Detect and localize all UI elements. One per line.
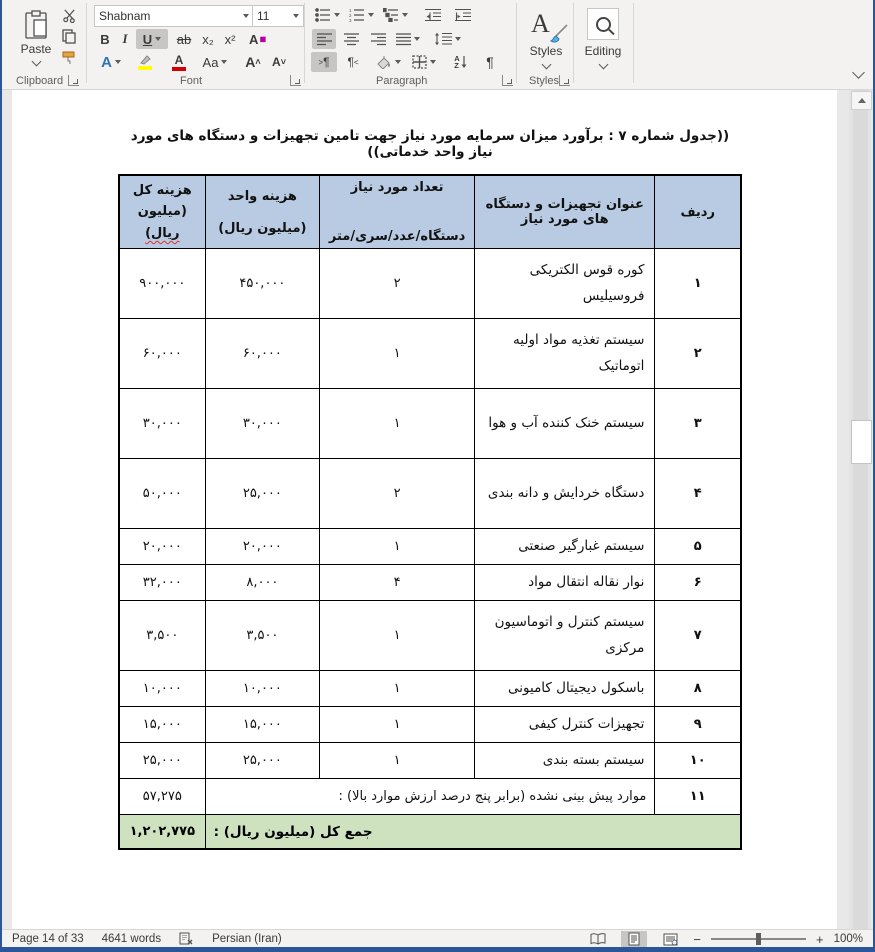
header-unit-cost[interactable] bbox=[205, 175, 319, 249]
row-no[interactable]: ۸ bbox=[655, 671, 741, 707]
quantity[interactable]: ۱ bbox=[320, 529, 475, 565]
unit-cost[interactable]: ۲۰,۰۰۰ bbox=[205, 529, 319, 565]
total-cost[interactable]: ۲۵,۰۰۰ bbox=[119, 743, 205, 779]
shrink-font-arrow-icon: ˅ bbox=[280, 57, 286, 67]
arrow-up-icon bbox=[858, 98, 866, 103]
bullets-icon bbox=[315, 8, 331, 22]
misc-row bbox=[119, 779, 741, 815]
table-row bbox=[119, 319, 741, 389]
paste-button[interactable] bbox=[14, 4, 58, 70]
unit-cost[interactable]: ۱۰,۰۰۰ bbox=[205, 671, 319, 707]
equipment-name[interactable]: دستگاه خردایش و دانه بندی bbox=[475, 459, 655, 529]
row-no[interactable]: ۲ bbox=[655, 319, 741, 389]
borders-button[interactable] bbox=[408, 52, 440, 72]
web-layout-button[interactable] bbox=[657, 931, 683, 947]
table-row bbox=[119, 671, 741, 707]
line-spacing-dropdown-icon[interactable] bbox=[455, 37, 461, 41]
total-cost[interactable]: ۶۰,۰۰۰ bbox=[119, 319, 205, 389]
shrink-font-label: A bbox=[272, 55, 281, 69]
language-indicator[interactable]: Persian (Iran) bbox=[212, 933, 282, 945]
table-row bbox=[119, 707, 741, 743]
highlight-icon bbox=[138, 55, 152, 65]
strikethrough-label: ab bbox=[176, 31, 192, 47]
editing-find-box bbox=[587, 8, 619, 40]
bold-button[interactable] bbox=[96, 29, 114, 49]
align-right-icon bbox=[371, 33, 386, 46]
total-cost[interactable]: ۳۰,۰۰۰ bbox=[119, 389, 205, 459]
row-no[interactable]: ۴ bbox=[655, 459, 741, 529]
rtl-arrow-icon: < bbox=[353, 57, 359, 67]
read-mode-icon bbox=[590, 933, 606, 945]
multilevel-list-button[interactable] bbox=[380, 5, 410, 25]
table-row bbox=[119, 389, 741, 459]
header-qty-line1: تعداد مورد نیاز bbox=[350, 180, 444, 195]
table-row bbox=[119, 249, 741, 319]
styles-group-label: Styles bbox=[529, 75, 559, 87]
header-unit-line2: (میلیون ریال) bbox=[218, 220, 307, 236]
total-cost[interactable]: ۵۷,۲۷۵ bbox=[119, 779, 205, 815]
total-cost[interactable]: ۹۰۰,۰۰۰ bbox=[119, 249, 205, 319]
table-row bbox=[119, 529, 741, 565]
bold-label: B bbox=[100, 31, 110, 47]
svg-text:2: 2 bbox=[348, 13, 352, 18]
font-dialog-launcher[interactable] bbox=[290, 75, 301, 86]
numbering-icon bbox=[349, 8, 365, 22]
unit-cost[interactable]: ۴۵۰,۰۰۰ bbox=[205, 249, 319, 319]
header-total-cost[interactable] bbox=[119, 175, 205, 249]
unit-cost[interactable]: ۳۰,۰۰۰ bbox=[205, 389, 319, 459]
table-header-row bbox=[119, 175, 741, 249]
justify-icon bbox=[396, 33, 411, 46]
font-name-dropdown-icon[interactable] bbox=[243, 14, 249, 18]
zoom-in-button[interactable]: + bbox=[815, 931, 824, 947]
bullets-button[interactable] bbox=[312, 5, 342, 25]
editing-button[interactable] bbox=[579, 4, 627, 72]
justify-dropdown-icon[interactable] bbox=[414, 37, 420, 41]
table-container bbox=[118, 128, 742, 850]
total-cost[interactable]: ۱۰,۰۰۰ bbox=[119, 671, 205, 707]
increase-indent-icon bbox=[455, 8, 471, 22]
unit-cost[interactable]: ۲۵,۰۰۰ bbox=[205, 743, 319, 779]
clipboard-dialog-launcher[interactable] bbox=[68, 75, 79, 86]
row-no[interactable]: ۹ bbox=[655, 707, 741, 743]
print-layout-button[interactable] bbox=[621, 931, 647, 947]
bullets-dropdown-icon[interactable] bbox=[334, 13, 340, 17]
rtl-direction-button[interactable] bbox=[340, 52, 366, 72]
font-size-dropdown-icon[interactable] bbox=[293, 14, 299, 18]
align-center-button[interactable] bbox=[339, 29, 363, 49]
rtl-pilcrow-icon: ¶ bbox=[347, 55, 354, 69]
styles-dialog-launcher[interactable] bbox=[559, 75, 570, 86]
equipment-name[interactable]: سیستم تغذیه مواد اولیه اتوماتیک bbox=[475, 319, 655, 389]
row-no[interactable]: ۳ bbox=[655, 389, 741, 459]
chevron-down-icon bbox=[852, 66, 865, 79]
sort-z-label: Z bbox=[454, 61, 459, 70]
font-name-combobox[interactable] bbox=[94, 5, 254, 27]
align-right-button[interactable] bbox=[366, 29, 390, 49]
quantity[interactable]: ۱ bbox=[320, 743, 475, 779]
styles-button-label: Styles bbox=[529, 43, 563, 58]
align-left-button[interactable] bbox=[312, 29, 336, 49]
paste-dropdown-icon[interactable] bbox=[31, 56, 41, 66]
quantity[interactable]: ۲ bbox=[320, 249, 475, 319]
svg-text:3: 3 bbox=[348, 18, 352, 22]
font-color-bar bbox=[172, 67, 186, 71]
subscript-label: x₂ bbox=[202, 31, 214, 47]
unit-cost[interactable]: ۱۵,۰۰۰ bbox=[205, 707, 319, 743]
editing-button-label: Editing bbox=[584, 44, 622, 58]
proofing-error-icon bbox=[179, 932, 194, 945]
grow-font-label: A bbox=[245, 54, 256, 70]
ribbon bbox=[2, 0, 873, 90]
total-cost[interactable]: ۲۰,۰۰۰ bbox=[119, 529, 205, 565]
window-border bbox=[0, 947, 875, 952]
zoom-slider-thumb[interactable] bbox=[756, 933, 761, 945]
styles-dropdown-icon[interactable] bbox=[541, 59, 551, 69]
strikethrough-button[interactable] bbox=[172, 29, 196, 49]
multilevel-list-icon bbox=[383, 8, 399, 22]
proofing-status[interactable] bbox=[179, 932, 194, 946]
scroll-up-button[interactable] bbox=[851, 91, 872, 110]
total-cost[interactable]: ۳۲,۰۰۰ bbox=[119, 565, 205, 601]
paragraph-dialog-launcher[interactable] bbox=[502, 75, 513, 86]
equipment-name[interactable]: کوره قوس الکتریکی فروسیلیس bbox=[475, 249, 655, 319]
font-size-value: 11 bbox=[257, 9, 270, 23]
table-title[interactable]: ((جدول شماره ۷ : برآورد میزان سرمایه مورد نیاز جهت تامین تجهیزات و دستگاه های مورد نیاز واحد خدماتی)) bbox=[130, 128, 730, 160]
total-cost[interactable]: ۱۵,۰۰۰ bbox=[119, 707, 205, 743]
format-painter-icon bbox=[61, 50, 77, 65]
quantity[interactable]: ۱ bbox=[320, 671, 475, 707]
row-no[interactable]: ۵ bbox=[655, 529, 741, 565]
total-cost[interactable]: ۵۰,۰۰۰ bbox=[119, 459, 205, 529]
sort-arrow-icon bbox=[460, 55, 468, 69]
header-quantity[interactable] bbox=[320, 175, 475, 249]
ltr-pilcrow-icon: ¶ bbox=[323, 55, 330, 69]
text-effects-button[interactable] bbox=[96, 52, 126, 72]
equipment-name[interactable]: باسکول دیجیتال کامیونی bbox=[475, 671, 655, 707]
unit-cost[interactable]: ۶۰,۰۰۰ bbox=[205, 319, 319, 389]
row-no[interactable]: ۱ bbox=[655, 249, 741, 319]
text-effects-icon: A bbox=[101, 53, 112, 71]
quantity[interactable]: ۱ bbox=[320, 319, 475, 389]
numbering-button[interactable] bbox=[346, 5, 376, 25]
document-page[interactable] bbox=[12, 90, 837, 929]
header-total-line3: ریال) bbox=[145, 225, 180, 241]
zoom-level[interactable]: 100% bbox=[833, 933, 863, 945]
header-row-no[interactable]: ردیف bbox=[655, 175, 741, 249]
grow-font-button[interactable] bbox=[242, 52, 264, 72]
font-size-combobox[interactable] bbox=[252, 5, 304, 27]
total-cost[interactable]: ۳,۵۰۰ bbox=[119, 601, 205, 671]
scrollbar-thumb[interactable] bbox=[851, 420, 872, 464]
equipment-name[interactable]: سیستم بسته بندی bbox=[475, 743, 655, 779]
header-total-line2: (میلیون bbox=[137, 204, 187, 220]
row-no[interactable]: ۶ bbox=[655, 565, 741, 601]
editing-dropdown-icon[interactable] bbox=[598, 60, 608, 70]
change-case-label: Aa bbox=[202, 54, 219, 70]
shading-button[interactable] bbox=[372, 52, 404, 72]
justify-button[interactable] bbox=[393, 29, 423, 49]
underline-label: U bbox=[142, 31, 153, 47]
shading-dropdown-icon[interactable] bbox=[395, 60, 401, 64]
sum-label[interactable]: جمع کل (میلیون ریال) : bbox=[205, 815, 741, 850]
search-icon bbox=[596, 17, 611, 32]
grow-font-arrow-icon: ˄ bbox=[255, 57, 261, 67]
table-row bbox=[119, 565, 741, 601]
equipment-name[interactable]: سیستم غبارگیر صنعتی bbox=[475, 529, 655, 565]
equipment-name[interactable]: سیستم کنترل و اتوماسیون مرکزی bbox=[475, 601, 655, 671]
equipment-name[interactable]: سیستم خنک کننده آب و هوا bbox=[475, 389, 655, 459]
equipment-name[interactable]: نوار نقاله انتقال مواد bbox=[475, 565, 655, 601]
subscript-button[interactable] bbox=[198, 29, 218, 49]
change-case-dropdown-icon[interactable] bbox=[221, 60, 227, 64]
highlight-color-bar bbox=[138, 66, 152, 70]
zoom-slider[interactable] bbox=[711, 938, 806, 940]
font-color-icon: A bbox=[174, 53, 184, 67]
clipboard-group-label: Clipboard bbox=[16, 75, 64, 87]
align-left-icon bbox=[317, 33, 332, 46]
pilcrow-icon: ¶ bbox=[486, 54, 494, 70]
row-no[interactable]: ۱۱ bbox=[655, 779, 741, 815]
sum-value[interactable]: ۱,۲۰۲,۷۷۵ bbox=[119, 815, 205, 850]
shading-icon bbox=[376, 55, 392, 69]
paste-icon bbox=[23, 10, 49, 40]
row-no[interactable]: ۱۰ bbox=[655, 743, 741, 779]
header-unit-line1: هزینه واحد bbox=[227, 188, 297, 204]
format-painter-button[interactable] bbox=[57, 48, 81, 66]
decrease-indent-button[interactable] bbox=[420, 5, 446, 25]
shrink-font-button[interactable] bbox=[268, 52, 290, 72]
ltr-direction-button[interactable] bbox=[311, 52, 337, 72]
highlight-button[interactable] bbox=[130, 52, 160, 72]
cut-icon bbox=[62, 8, 77, 23]
collapse-ribbon-button[interactable] bbox=[846, 62, 870, 82]
quantity[interactable]: ۱ bbox=[320, 601, 475, 671]
unit-cost[interactable]: ۲۵,۰۰۰ bbox=[205, 459, 319, 529]
zoom-out-button[interactable]: − bbox=[693, 931, 701, 947]
equipment-cost-table bbox=[118, 174, 742, 850]
text-effects-dropdown-icon[interactable] bbox=[115, 60, 121, 64]
misc-description[interactable]: موارد پیش بینی نشده (برابر پنج درصد ارزش موارد بالا) : bbox=[205, 779, 655, 815]
borders-icon bbox=[412, 55, 427, 69]
show-marks-button[interactable] bbox=[478, 52, 502, 72]
font-color-button[interactable] bbox=[164, 52, 194, 72]
sum-row bbox=[119, 815, 741, 850]
italic-button[interactable] bbox=[116, 29, 134, 49]
print-layout-icon bbox=[628, 932, 640, 946]
line-spacing-button[interactable] bbox=[430, 29, 464, 49]
superscript-label: x² bbox=[224, 31, 236, 47]
clear-formatting-icon: A bbox=[248, 31, 259, 47]
ltr-arrow-icon: > bbox=[318, 57, 324, 67]
status-bar bbox=[2, 929, 873, 948]
header-equipment-name[interactable]: عنوان تجهیزات و دستگاه های مورد نیاز bbox=[475, 175, 655, 249]
superscript-button[interactable] bbox=[220, 29, 240, 49]
document-area bbox=[2, 90, 873, 929]
paste-label: Paste bbox=[20, 41, 52, 56]
styles-button[interactable] bbox=[522, 4, 570, 72]
sort-button[interactable] bbox=[448, 52, 474, 72]
row-no[interactable]: ۷ bbox=[655, 601, 741, 671]
quantity[interactable]: ۱ bbox=[320, 389, 475, 459]
header-qty-line2: دستگاه/عدد/سری/متر bbox=[328, 229, 466, 244]
clear-formatting-button[interactable] bbox=[246, 29, 270, 49]
numbering-dropdown-icon[interactable] bbox=[368, 13, 374, 17]
window-border bbox=[0, 0, 2, 952]
decrease-indent-icon bbox=[425, 8, 441, 22]
underline-button[interactable] bbox=[136, 29, 168, 49]
clear-formatting-eraser-icon: ◆ bbox=[256, 32, 270, 46]
cut-button[interactable] bbox=[57, 6, 81, 24]
web-layout-icon bbox=[663, 933, 678, 946]
unit-cost[interactable]: ۸,۰۰۰ bbox=[205, 565, 319, 601]
table-row bbox=[119, 601, 741, 671]
scrollbar-track[interactable] bbox=[853, 90, 868, 929]
unit-cost[interactable]: ۳,۵۰۰ bbox=[205, 601, 319, 671]
borders-dropdown-icon[interactable] bbox=[430, 60, 436, 64]
quantity[interactable]: ۲ bbox=[320, 459, 475, 529]
copy-icon bbox=[62, 29, 76, 44]
copy-button[interactable] bbox=[57, 27, 81, 45]
vertical-scrollbar[interactable] bbox=[849, 90, 871, 929]
equipment-name[interactable]: تجهیزات کنترل کیفی bbox=[475, 707, 655, 743]
page-indicator[interactable]: Page 14 of 33 bbox=[12, 933, 84, 945]
read-mode-button[interactable] bbox=[585, 931, 611, 947]
paragraph-group-label: Paragraph bbox=[376, 75, 428, 87]
font-group-label: Font bbox=[180, 75, 203, 87]
header-total-line1: هزینه کل bbox=[132, 183, 192, 199]
underline-dropdown-icon[interactable] bbox=[155, 37, 161, 41]
italic-label: I bbox=[122, 31, 128, 46]
styles-brush-icon bbox=[547, 23, 569, 45]
multilevel-dropdown-icon[interactable] bbox=[402, 13, 408, 17]
change-case-button[interactable] bbox=[198, 52, 232, 72]
increase-indent-button[interactable] bbox=[450, 5, 476, 25]
styles-letter-icon: A bbox=[531, 8, 550, 38]
font-name-value: Shabnam bbox=[99, 9, 151, 23]
quantity[interactable]: ۴ bbox=[320, 565, 475, 601]
sort-a-label: A bbox=[454, 53, 460, 63]
line-spacing-icon bbox=[434, 32, 452, 46]
table-row bbox=[119, 459, 741, 529]
quantity[interactable]: ۱ bbox=[320, 707, 475, 743]
word-count[interactable]: 4641 words bbox=[101, 933, 162, 945]
svg-text:1: 1 bbox=[348, 8, 352, 13]
align-center-icon bbox=[344, 33, 359, 46]
table-row bbox=[119, 743, 741, 779]
